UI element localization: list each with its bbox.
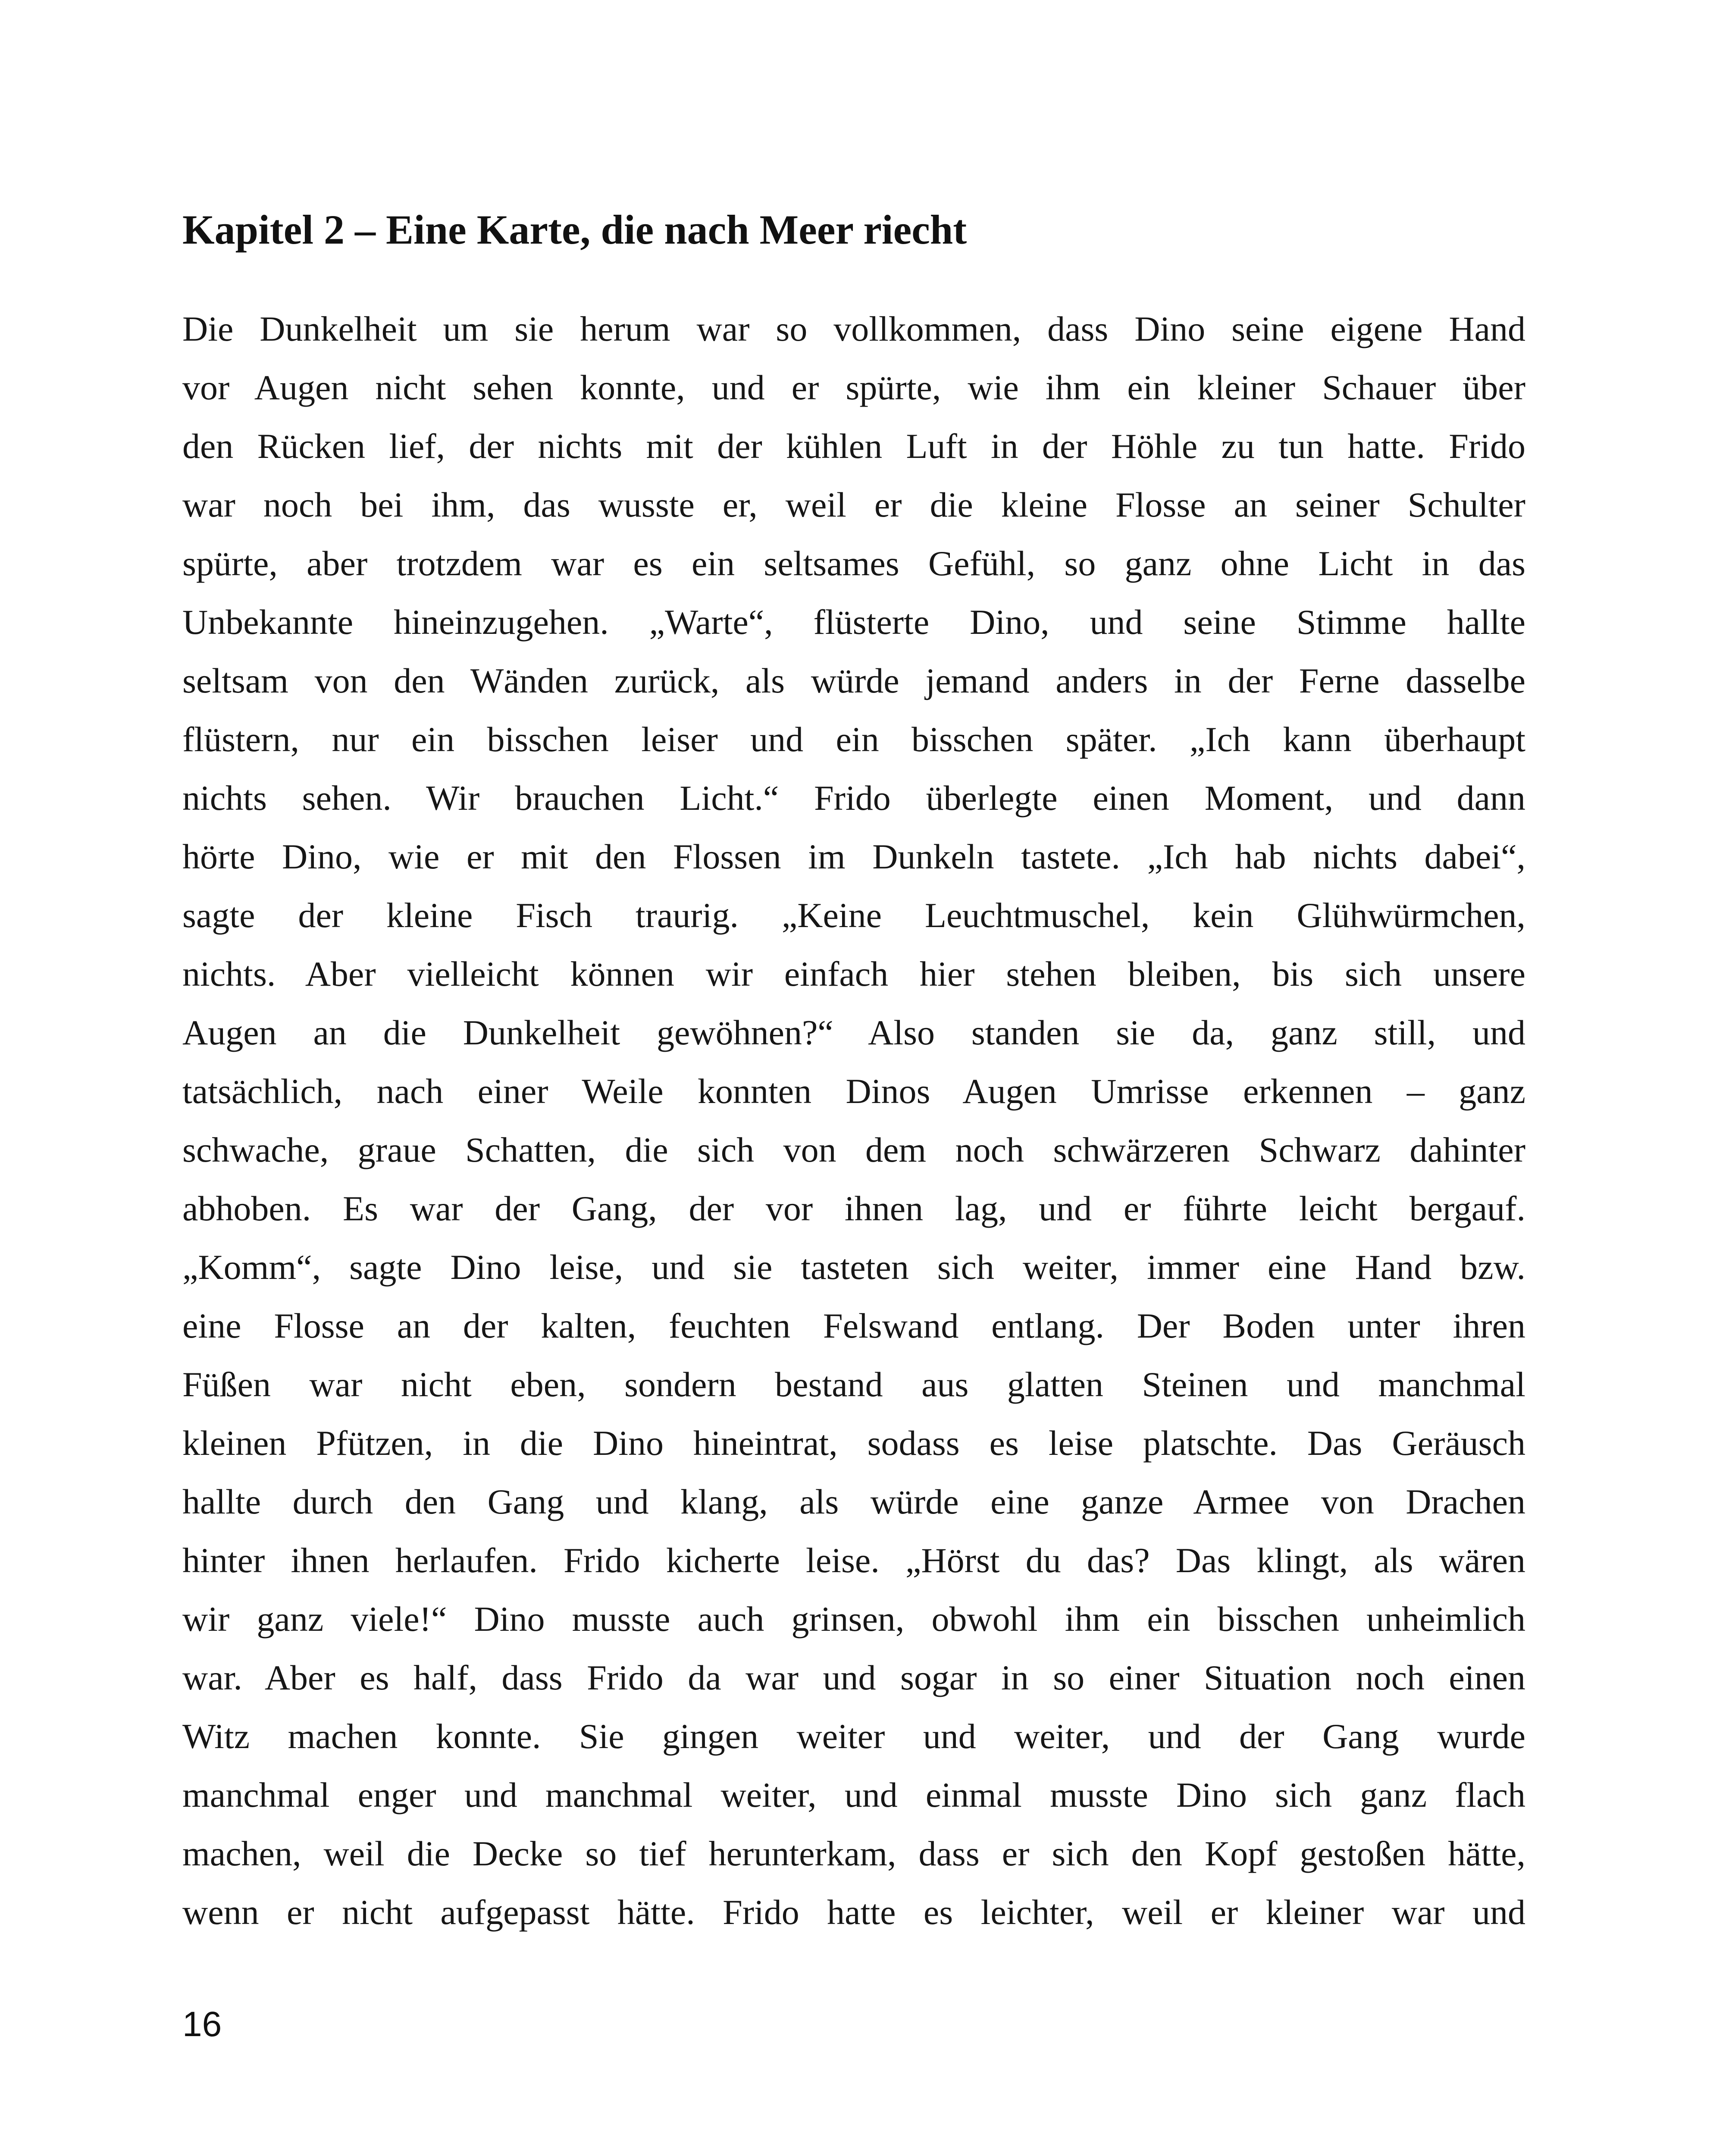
text-line: seltsam von den Wänden zurück, als würde jemand anders in der Ferne dasselbe	[182, 661, 1525, 700]
text-line: sagte der kleine Fisch traurig. „Keine Leuchtmuschel, kein Glühwürmchen,	[182, 896, 1525, 935]
text-line: eine Flosse an der kalten, feuchten Felswand entlang. Der Boden unter ihren	[182, 1306, 1525, 1345]
text-line: vor Augen nicht sehen konnte, und er spürte, wie ihm ein kleiner Schauer über	[182, 368, 1525, 407]
text-line: wenn er nicht aufgepasst hätte. Frido hatte es leichter, weil er kleiner war und	[182, 1893, 1525, 1932]
text-line: Unbekannte hineinzugehen. „Warte“, flüsterte Dino, und seine Stimme hallte	[182, 602, 1525, 642]
text-line: abhoben. Es war der Gang, der vor ihnen lag, und er führte leicht bergauf.	[182, 1189, 1525, 1228]
text-line: wir ganz viele!“ Dino musste auch grinsen, obwohl ihm ein bisschen unheimlich	[182, 1599, 1525, 1639]
text-line: tatsächlich, nach einer Weile konnten Dinos Augen Umrisse erkennen – ganz	[182, 1072, 1525, 1111]
body-text	[182, 300, 1525, 1942]
text-line: hinter ihnen herlaufen. Frido kicherte leise. „Hörst du das? Das klingt, als wären	[182, 1541, 1525, 1580]
text-line: nichts sehen. Wir brauchen Licht.“ Frido überlegte einen Moment, und dann	[182, 778, 1525, 818]
text-line: machen, weil die Decke so tief herunterkam, dass er sich den Kopf gestoßen hätte,	[182, 1834, 1525, 1873]
text-line: war. Aber es half, dass Frido da war und sogar in so einer Situation noch einen	[182, 1658, 1525, 1697]
text-line: hallte durch den Gang und klang, als würde eine ganze Armee von Drachen	[182, 1482, 1525, 1521]
text-line: Augen an die Dunkelheit gewöhnen?“ Also standen sie da, ganz still, und	[182, 1013, 1525, 1052]
text-line: war noch bei ihm, das wusste er, weil er die kleine Flosse an seiner Schulter	[182, 485, 1525, 524]
text-line: schwache, graue Schatten, die sich von dem noch schwärzeren Schwarz dahinter	[182, 1130, 1525, 1169]
text-line: Die Dunkelheit um sie herum war so vollkommen, dass Dino seine eigene Hand	[182, 309, 1525, 348]
chapter-title: Kapitel 2 – Eine Karte, die nach Meer riecht	[182, 207, 967, 253]
text-line: kleinen Pfützen, in die Dino hineintrat, sodass es leise platschte. Das Geräusch	[182, 1423, 1525, 1463]
text-line: Witz machen konnte. Sie gingen weiter und weiter, und der Gang wurde	[182, 1717, 1525, 1756]
text-line: „Komm“, sagte Dino leise, und sie tasteten sich weiter, immer eine Hand bzw.	[182, 1247, 1525, 1287]
text-line: manchmal enger und manchmal weiter, und einmal musste Dino sich ganz flach	[182, 1775, 1525, 1814]
text-line: nichts. Aber vielleicht können wir einfach hier stehen bleiben, bis sich unsere	[182, 954, 1525, 993]
text-line: flüstern, nur ein bisschen leiser und ein bisschen später. „Ich kann überhaupt	[182, 720, 1525, 759]
text-line: hörte Dino, wie er mit den Flossen im Dunkeln tastete. „Ich hab nichts dabei“,	[182, 837, 1525, 876]
text-line: den Rücken lief, der nichts mit der kühlen Luft in der Höhle zu tun hatte. Frido	[182, 426, 1525, 466]
text-line: Füßen war nicht eben, sondern bestand aus glatten Steinen und manchmal	[182, 1365, 1525, 1404]
page-number: 16	[182, 2005, 222, 2044]
text-line: spürte, aber trotzdem war es ein seltsames Gefühl, so ganz ohne Licht in das	[182, 544, 1525, 583]
